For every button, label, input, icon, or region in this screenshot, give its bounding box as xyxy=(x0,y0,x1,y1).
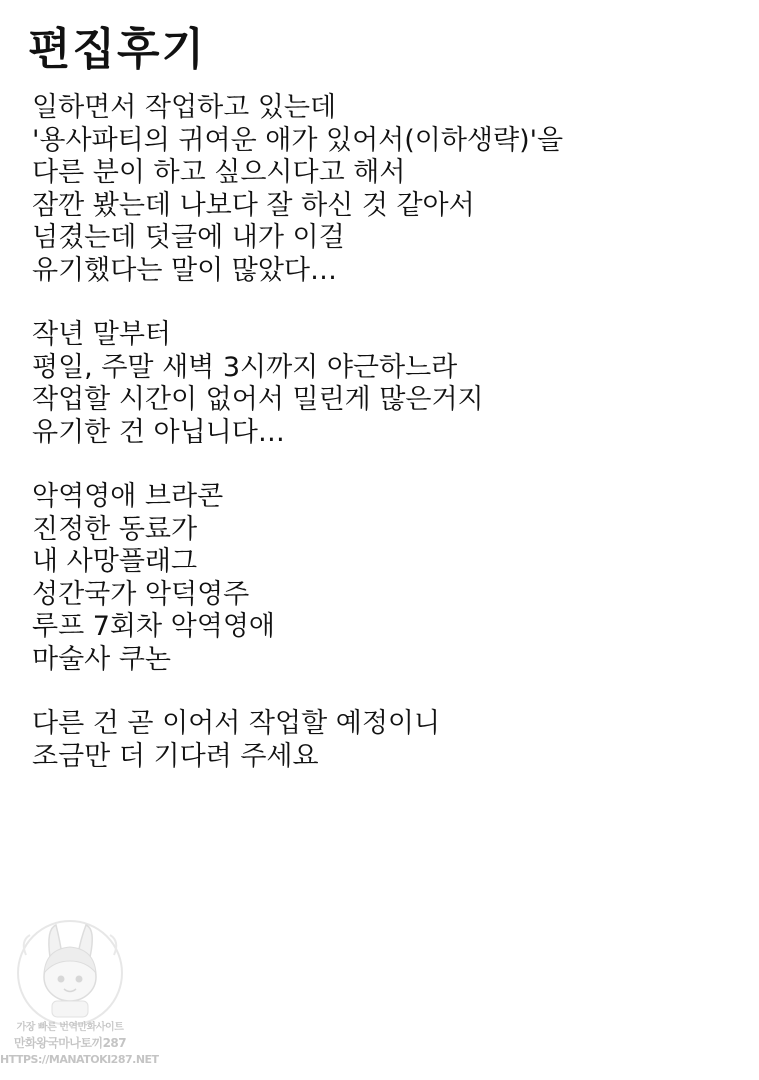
series-title: 루프 7회차 악역영애 xyxy=(32,611,275,642)
series-title: 악역영애 브라콘 xyxy=(32,481,224,512)
watermark-site-name: 만화왕국마나토끼287 xyxy=(13,1036,127,1050)
series-title: 진정한 동료가 xyxy=(32,513,198,545)
text-line: '용사파티의 귀여운 애가 있어서(이하생략)'을 xyxy=(32,124,564,156)
text-line: 평일, 주말 새벽 3시까지 야근하느라 xyxy=(32,351,458,383)
text-line: 작년 말부터 xyxy=(32,319,171,350)
text-line: 작업할 시간이 없어서 밀린게 많은거지 xyxy=(32,384,484,415)
afterword-body xyxy=(32,92,732,805)
text-line: 일하면서 작업하고 있는데 xyxy=(32,92,337,123)
series-title: 마술사 쿠논 xyxy=(32,643,171,675)
series-title: 내 사망플래그 xyxy=(32,546,198,577)
text-line: 다른 건 곧 이어서 작업할 예정이니 xyxy=(32,708,441,739)
watermark-url: HTTPS://MANATOKI287.NET xyxy=(0,1053,159,1066)
text-line: 유기한 건 아닙니다… xyxy=(32,416,285,448)
text-line: 잠깐 봤는데 나보다 잘 하신 것 같아서 xyxy=(32,189,475,221)
text-line: 넘겼는데 덧글에 내가 이걸 xyxy=(32,222,345,253)
text-line: 조금만 더 기다려 주세요 xyxy=(32,740,319,772)
paragraph-work-status xyxy=(32,92,732,287)
paragraph-closing xyxy=(32,708,732,773)
watermark-tagline: 가장 빠른 번역만화사이트 xyxy=(16,1022,124,1033)
text-line: 다른 분이 하고 싶으시다고 해서 xyxy=(32,157,406,188)
mascot-watermark-icon xyxy=(6,915,136,1025)
series-title: 성간국가 악덕영주 xyxy=(32,578,250,610)
paragraph-overtime xyxy=(32,319,732,449)
site-watermark xyxy=(0,915,159,1080)
text-line: 유기했다는 말이 많았다… xyxy=(32,254,337,286)
page-title: 편집후기 xyxy=(28,24,207,75)
paragraph-series-list xyxy=(32,481,732,676)
